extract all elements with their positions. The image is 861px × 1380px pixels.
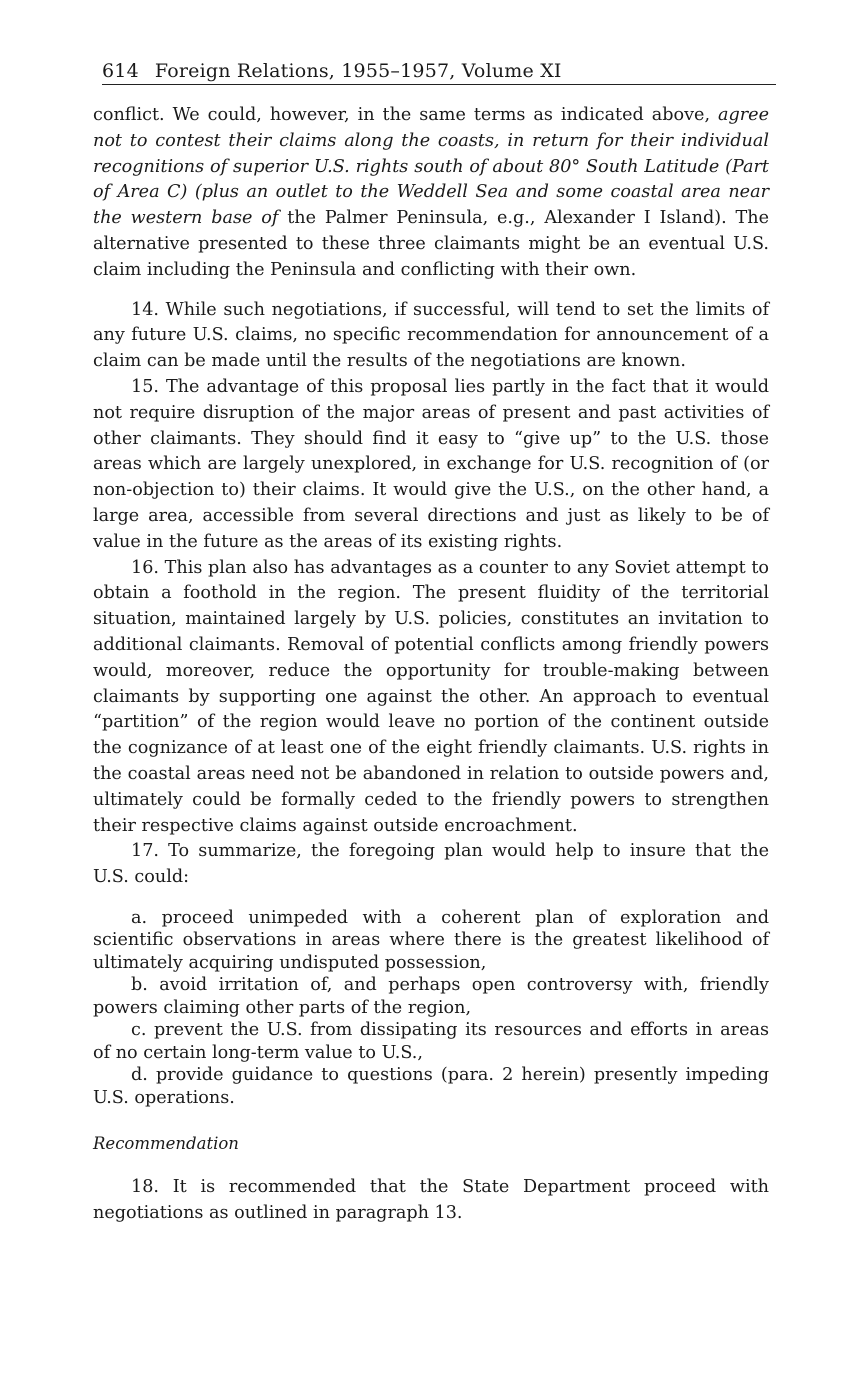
paragraph-14: 14. While such negotiations, if successful, will tend to set the limits of any future U.S. claims, no specific recommendation for announcement of a claim can be made until the results of the negotiations are known. xyxy=(93,299,769,372)
para13-lead: conflict. We could, however, in the same terms as indicated above, xyxy=(93,105,718,125)
page-number: 614 xyxy=(102,60,139,82)
summary-item-a: a. proceed unimpeded with a coherent plan of exploration and scientific observations in areas where there is the greatest likelihood of ultimately acquiring undisputed possession, xyxy=(93,907,769,973)
paragraph-13-continued xyxy=(93,103,769,284)
summary-item-d: d. provide guidance to questions (para. 2 herein) presently impeding U.S. operations. xyxy=(93,1065,769,1108)
summary-item-c: c. prevent the U.S. from dissipating its resources and efforts in areas of no certain long-term value to U.S., xyxy=(93,1020,769,1063)
running-header xyxy=(102,60,776,85)
recommendation-heading: Recommendation xyxy=(93,1134,239,1154)
para13-tail: the Palmer Peninsula, e.g., Alexander I Island). The alternative presented to these three claimants might be an eventual U.S. claim including the Peninsula and conflicting with their own. xyxy=(93,208,769,280)
paragraph-18: 18. It is recommended that the State Department proceed with negotiations as outlined in paragraph 13. xyxy=(93,1177,769,1223)
paragraph-17: 17. To summarize, the foregoing plan would help to insure that the U.S. could: xyxy=(93,841,769,888)
body-text xyxy=(93,103,769,1227)
paragraph-15: 15. The advantage of this proposal lies partly in the fact that it would not require disruption of the major areas of present and past activities of other claimants. They should find it easy to “give up” to the U.S. those areas which are largely unexplored, in exchange for U.S. recognition of (or non-objection to) their claims. It would give the U.S., on the other hand, a large area, accessible from several directions and just as likely to be of value in the future as the areas of its existing rights. xyxy=(93,376,769,552)
summary-list xyxy=(93,907,769,1110)
summary-item-b: b. avoid irritation of, and perhaps open controversy with, friendly powers claiming other parts of the region, xyxy=(93,975,769,1018)
paragraph-16: 16. This plan also has advantages as a counter to any Soviet attempt to obtain a foothold in the region. The present fluidity of the territorial situation, maintained largely by U.S. policies, constitutes an invitation to additional claimants. Removal of potential conflicts among friendly powers would, moreover, reduce the opportunity for trouble-making between claimants by supporting one against the other. An approach to eventual “partition” of the region would leave no portion of the continent outside the cognizance of at least one of the eight friendly claimants. U.S. rights in the coastal areas need not be abandoned in relation to outside powers and, ultimately could be formally ceded to the friendly powers to strengthen their respective claims against outside encroachment. xyxy=(93,557,769,836)
para13-italic: agree not to contest their claims along the coasts, in return for their individual recognitions of superior U.S. rights south of about 80° South Latitude (Part of Area C) (plus an outlet to the Weddell Sea and some coastal area near the western base of xyxy=(93,105,769,229)
volume-title: Foreign Relations, 1955–1957, Volume XI xyxy=(154,60,562,82)
